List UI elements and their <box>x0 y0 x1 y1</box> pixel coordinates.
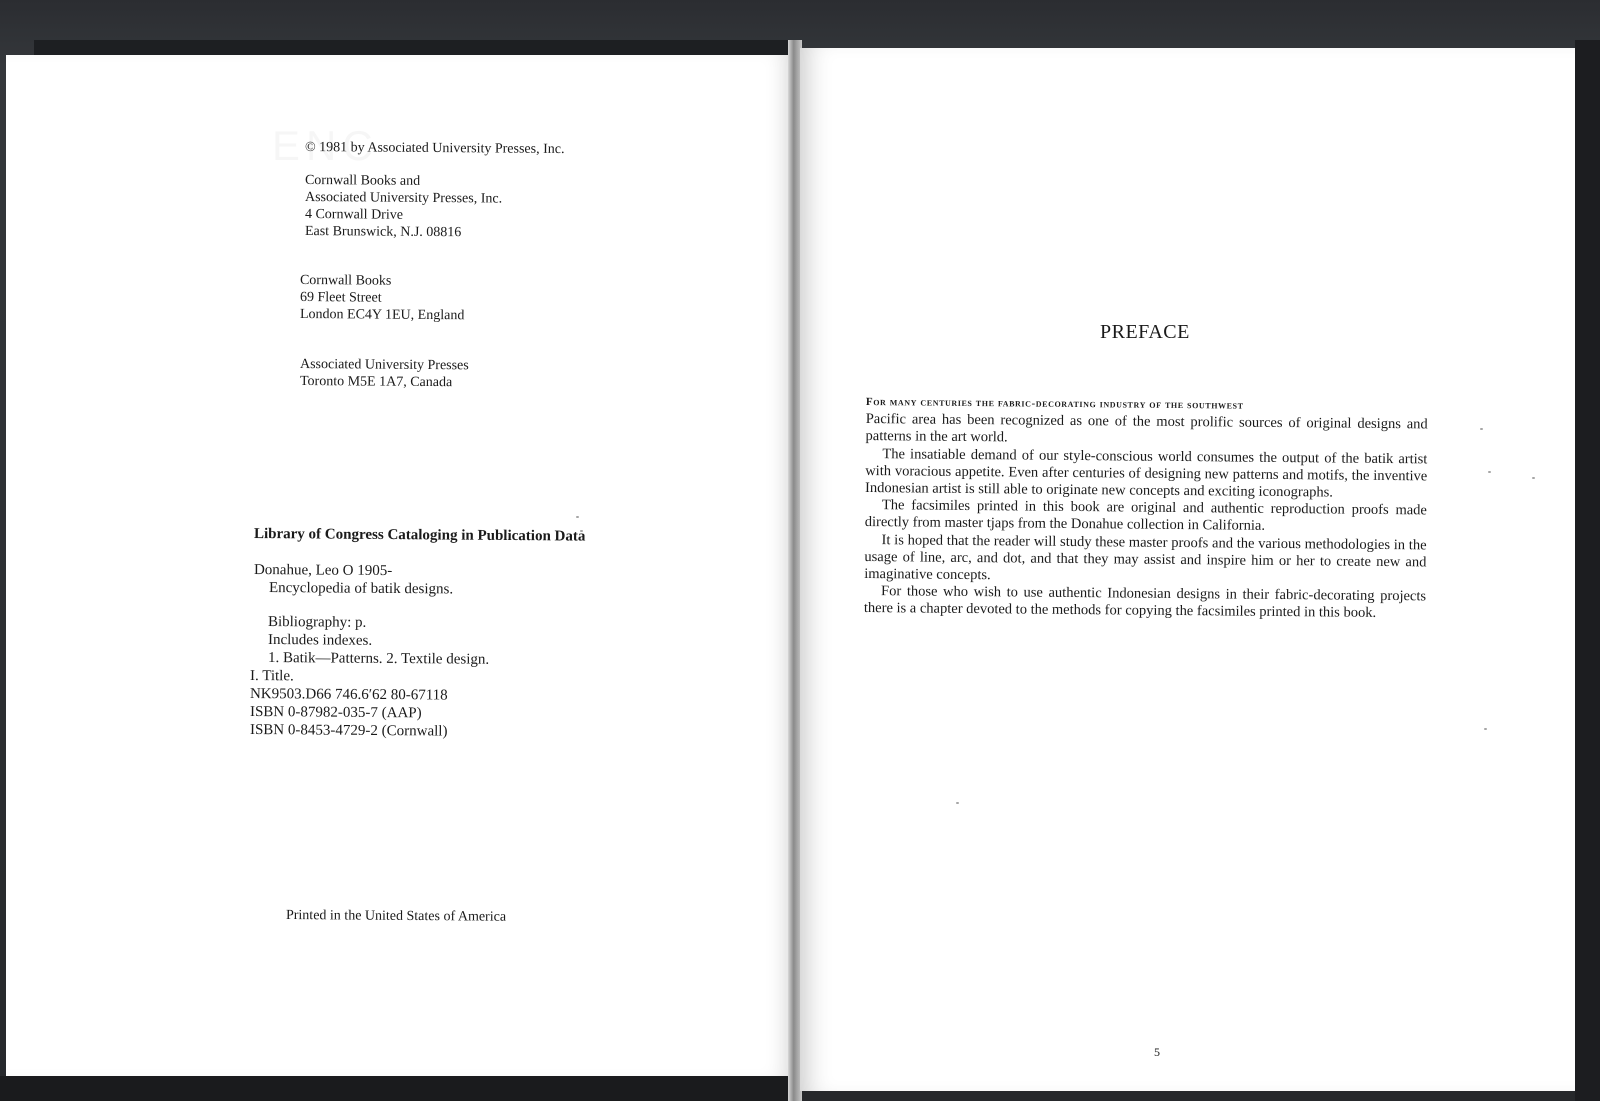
scan-speck <box>576 516 579 518</box>
cip-author: Donahue, Leo O 1905- <box>253 562 393 580</box>
cip-title-entry: I. Title. <box>249 668 294 685</box>
book-cover-right <box>1575 40 1600 1101</box>
cip-heading: Library of Congress Cataloging in Publication Data <box>253 526 586 545</box>
cip-subjects: 1. Batik—Patterns. 2. Textile design. <box>267 650 490 668</box>
publisher-us-line: 4 Cornwall Drive <box>304 207 404 223</box>
preface-paragraph: The facsimiles printed in this book are original and authentic reproduction proofs made directly from master tjaps from the Donahue collection in California. <box>864 497 1427 535</box>
publisher-us-line: Cornwall Books and <box>304 173 421 189</box>
cip-title: Encyclopedia of batik designs. <box>268 580 454 598</box>
preface-paragraph: For those who wish to use authentic Indonesian designs in their fabric-decorating projects there is a chapter devoted to the methods for copying the facsimiles printed in this book. <box>863 583 1427 622</box>
scan-speck <box>956 802 959 804</box>
publisher-uk-line: 69 Fleet Street <box>299 290 382 306</box>
page-title: PREFACE <box>1100 321 1190 343</box>
scan-speck <box>1488 471 1491 473</box>
preface-paragraph-text: Pacific area has been recognized as one of the most prolific sources of original designs and patterns in the art world. <box>865 411 1428 446</box>
cip-call-number: NK9503.D66 746.6′62 80-67118 <box>249 686 448 704</box>
preface-paragraph: The insatiable demand of our style-conscious world consumes the output of the batik artist with voracious appetite. Even after centuries of designing new patterns and motifs, the inventive Indonesian artist is still able to originate new concepts and exciting iconographs. <box>865 445 1428 501</box>
lead-in-caps: For many centuries the fabric-decorating industry of the southwest <box>865 395 1244 412</box>
publisher-ca-line: Associated University Presses <box>299 357 469 374</box>
scan-speck <box>1484 728 1487 730</box>
preface-paragraph: It is hoped that the reader will study these master proofs and the various methodologies in the usage of line, arc, and dot, and that they may assist and inspire him or her to create new and imaginative concepts. <box>864 531 1427 584</box>
scan-speck <box>1532 477 1535 479</box>
scan-speck <box>580 530 583 532</box>
printed-in-line: Printed in the United States of America <box>285 908 507 925</box>
publisher-uk-line: Cornwall Books <box>299 273 392 289</box>
publisher-us-line: Associated University Presses, Inc. <box>304 190 503 207</box>
book-cover-bottom <box>0 1076 800 1101</box>
publisher-us-line: East Brunswick, N.J. 08816 <box>304 224 462 241</box>
publisher-ca-line: Toronto M5E 1A7, Canada <box>299 374 453 391</box>
copyright-line: © 1981 by Associated University Presses, Inc. <box>304 140 565 158</box>
cip-bibliography: Bibliography: p. <box>267 614 367 631</box>
scan-speck <box>1480 428 1483 430</box>
page-number: 5 <box>1154 1045 1160 1059</box>
preface-paragraph <box>865 393 1427 451</box>
cip-isbn-cornwall: ISBN 0-8453-4729-2 (Cornwall) <box>249 722 448 740</box>
publisher-uk-line: London EC4Y 1EU, England <box>299 307 465 324</box>
cip-indexes: Includes indexes. <box>267 632 373 649</box>
preface-body <box>864 393 1428 623</box>
cip-isbn-aap: ISBN 0-87982-035-7 (AAP) <box>249 704 422 722</box>
